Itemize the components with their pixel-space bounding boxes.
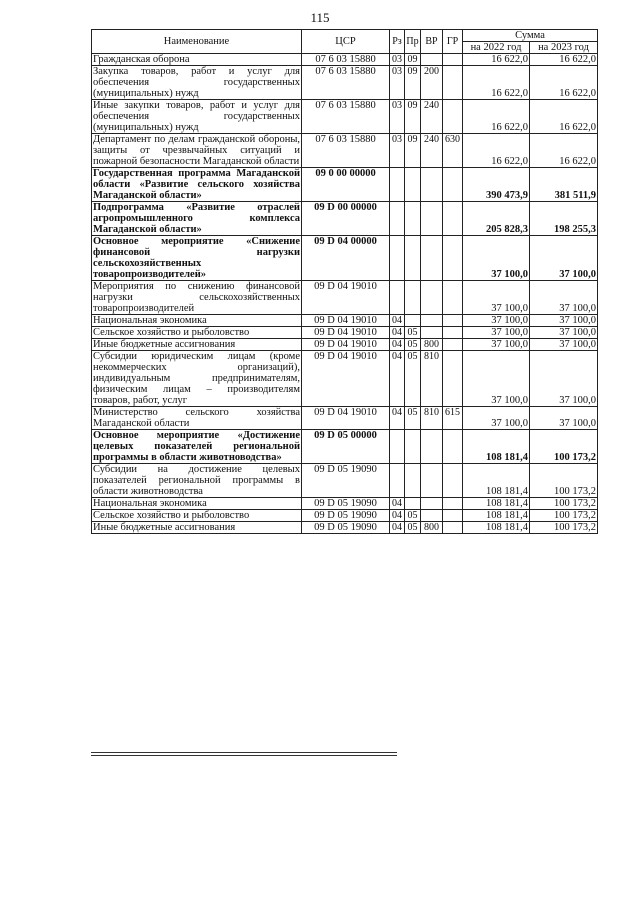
cell-sum-2022: 37 100,0 — [463, 236, 530, 281]
cell-name: Подпрограмма «Развитие отраслей агропромышленного комплекса Магаданской области» — [93, 202, 300, 235]
cell-vr — [421, 430, 443, 464]
header-name: Наименование — [92, 30, 302, 54]
cell-sum-2022: 108 181,4 — [463, 510, 530, 522]
table-body — [92, 54, 598, 534]
cell-sum-2023: 16 622,0 — [530, 54, 598, 66]
cell-pr — [405, 315, 421, 327]
cell-pr — [405, 168, 421, 202]
cell-sum-2023: 37 100,0 — [530, 339, 598, 351]
cell-sum-2022: 108 181,4 — [463, 464, 530, 498]
table-row — [92, 498, 598, 510]
cell-csr: 09 D 00 00000 — [302, 202, 390, 236]
header-gr: ГР — [443, 30, 463, 54]
cell-sum-2023: 16 622,0 — [530, 100, 598, 134]
budget-table — [91, 29, 598, 534]
cell-name: Сельское хозяйство и рыболовство — [92, 510, 302, 522]
cell-rz: 03 — [390, 100, 405, 134]
table-row — [92, 351, 598, 407]
cell-pr: 05 — [405, 327, 421, 339]
table-row — [92, 202, 598, 236]
cell-pr: 05 — [405, 522, 421, 534]
cell-pr — [405, 202, 421, 236]
cell-sum-2023: 100 173,2 — [530, 498, 598, 510]
cell-rz — [390, 281, 405, 315]
cell-pr — [405, 430, 421, 464]
cell-gr — [443, 100, 463, 134]
table-row — [92, 339, 598, 351]
cell-vr — [421, 168, 443, 202]
cell-vr — [421, 510, 443, 522]
cell-csr: 09 D 04 19010 — [302, 327, 390, 339]
cell-sum-2023: 37 100,0 — [530, 281, 598, 315]
table-row — [92, 134, 598, 168]
cell-name: Национальная экономика — [92, 315, 302, 327]
cell-name: Мероприятия по снижению финансовой нагрузки сельскохозяйственных товаропроизводителей — [93, 281, 300, 314]
cell-sum-2023: 198 255,3 — [530, 202, 598, 236]
cell-sum-2023: 100 173,2 — [530, 510, 598, 522]
cell-gr — [443, 281, 463, 315]
table-row — [92, 281, 598, 315]
table-row — [92, 54, 598, 66]
cell-vr: 240 — [421, 134, 443, 168]
cell-name: Иные закупки товаров, работ и услуг для обеспечения государственных (муниципальных) нужд — [93, 100, 300, 133]
cell-pr: 05 — [405, 510, 421, 522]
cell-vr — [421, 315, 443, 327]
table-row — [92, 315, 598, 327]
cell-sum-2022: 108 181,4 — [463, 498, 530, 510]
cell-name: Основное мероприятие «Достижение целевых показателей региональной программы в области животноводства» — [93, 430, 300, 463]
cell-sum-2022: 205 828,3 — [463, 202, 530, 236]
cell-pr: 09 — [405, 100, 421, 134]
cell-csr: 09 D 05 19090 — [302, 498, 390, 510]
cell-gr — [443, 351, 463, 407]
cell-gr — [443, 498, 463, 510]
cell-pr — [405, 281, 421, 315]
table-row — [92, 66, 598, 100]
header-csr: ЦСР — [302, 30, 390, 54]
cell-vr — [421, 236, 443, 281]
cell-sum-2023: 100 173,2 — [530, 522, 598, 534]
cell-rz — [390, 464, 405, 498]
cell-sum-2022: 37 100,0 — [463, 281, 530, 315]
cell-gr — [443, 236, 463, 281]
cell-pr: 05 — [405, 339, 421, 351]
cell-csr: 09 D 04 00000 — [302, 236, 390, 281]
cell-rz: 03 — [390, 54, 405, 66]
cell-pr: 09 — [405, 54, 421, 66]
cell-sum-2022: 108 181,4 — [463, 430, 530, 464]
cell-rz: 04 — [390, 407, 405, 430]
cell-vr: 810 — [421, 351, 443, 407]
cell-rz: 04 — [390, 327, 405, 339]
cell-sum-2023: 100 173,2 — [530, 430, 598, 464]
cell-sum-2023: 37 100,0 — [530, 407, 598, 430]
cell-gr — [443, 66, 463, 100]
cell-vr: 810 — [421, 407, 443, 430]
cell-rz — [390, 236, 405, 281]
cell-gr — [443, 202, 463, 236]
cell-gr — [443, 522, 463, 534]
cell-csr: 09 D 04 19010 — [302, 351, 390, 407]
cell-pr — [405, 498, 421, 510]
cell-vr: 800 — [421, 339, 443, 351]
table-row — [92, 407, 598, 430]
cell-name: Закупка товаров, работ и услуг для обеспечения государственных (муниципальных) нужд — [93, 66, 300, 99]
cell-gr — [443, 315, 463, 327]
header-pr: Пр — [405, 30, 421, 54]
cell-sum-2022: 37 100,0 — [463, 407, 530, 430]
header-year-2022: на 2022 год — [463, 42, 530, 54]
cell-name: Иные бюджетные ассигнования — [92, 339, 302, 351]
cell-csr: 07 6 03 15880 — [302, 100, 390, 134]
cell-vr — [421, 202, 443, 236]
cell-vr — [421, 281, 443, 315]
footnote-separator-second — [91, 755, 397, 756]
cell-pr: 09 — [405, 134, 421, 168]
cell-csr: 09 D 05 19090 — [302, 522, 390, 534]
cell-name: Государственная программа Магаданской области «Развитие сельского хозяйства Магаданской области» — [93, 168, 300, 201]
table-row — [92, 522, 598, 534]
header-year-2023: на 2023 год — [530, 42, 598, 54]
cell-sum-2023: 37 100,0 — [530, 351, 598, 407]
cell-sum-2023: 381 511,9 — [530, 168, 598, 202]
cell-rz: 04 — [390, 339, 405, 351]
cell-sum-2022: 37 100,0 — [463, 327, 530, 339]
cell-name: Гражданская оборона — [92, 54, 302, 66]
cell-sum-2023: 37 100,0 — [530, 327, 598, 339]
cell-csr: 09 0 00 00000 — [302, 168, 390, 202]
cell-pr — [405, 236, 421, 281]
cell-sum-2022: 16 622,0 — [463, 66, 530, 100]
cell-sum-2022: 16 622,0 — [463, 100, 530, 134]
cell-gr — [443, 510, 463, 522]
cell-sum-2022: 108 181,4 — [463, 522, 530, 534]
table-row — [92, 168, 598, 202]
cell-vr: 800 — [421, 522, 443, 534]
table-row — [92, 327, 598, 339]
cell-name: Субсидии на достижение целевых показателей региональной программы в области животноводства — [93, 464, 300, 497]
cell-name: Национальная экономика — [92, 498, 302, 510]
footnote-separator — [91, 752, 397, 753]
cell-vr — [421, 54, 443, 66]
cell-rz: 04 — [390, 498, 405, 510]
cell-name: Департамент по делам гражданской обороны, защиты от чрезвычайных ситуаций и пожарной безопасности Магаданской области — [93, 134, 300, 167]
cell-sum-2023: 16 622,0 — [530, 66, 598, 100]
cell-rz — [390, 168, 405, 202]
header-rz: Рз — [390, 30, 405, 54]
header-row — [92, 30, 598, 42]
cell-name: Иные бюджетные ассигнования — [92, 522, 302, 534]
header-vr: ВР — [421, 30, 443, 54]
cell-csr: 09 D 04 19010 — [302, 407, 390, 430]
cell-csr: 09 D 04 19010 — [302, 281, 390, 315]
cell-rz: 04 — [390, 315, 405, 327]
cell-name: Министерство сельского хозяйства Магаданской области — [93, 407, 300, 429]
cell-vr — [421, 464, 443, 498]
cell-gr — [443, 54, 463, 66]
cell-csr: 07 6 03 15880 — [302, 66, 390, 100]
cell-gr — [443, 327, 463, 339]
table-row — [92, 100, 598, 134]
cell-csr: 09 D 05 00000 — [302, 430, 390, 464]
cell-sum-2023: 37 100,0 — [530, 236, 598, 281]
cell-gr: 630 — [443, 134, 463, 168]
cell-sum-2022: 37 100,0 — [463, 339, 530, 351]
header-sum: Сумма — [463, 30, 598, 42]
cell-rz: 03 — [390, 66, 405, 100]
cell-vr: 200 — [421, 66, 443, 100]
cell-rz: 04 — [390, 522, 405, 534]
table-row — [92, 510, 598, 522]
cell-sum-2023: 37 100,0 — [530, 315, 598, 327]
cell-vr: 240 — [421, 100, 443, 134]
cell-sum-2022: 390 473,9 — [463, 168, 530, 202]
cell-sum-2022: 37 100,0 — [463, 351, 530, 407]
cell-vr — [421, 327, 443, 339]
cell-rz: 04 — [390, 351, 405, 407]
cell-pr — [405, 464, 421, 498]
cell-sum-2023: 16 622,0 — [530, 134, 598, 168]
cell-name: Основное мероприятие «Снижение финансовой нагрузки сельскохозяйственных товаропроизводителей» — [93, 236, 300, 280]
cell-pr: 05 — [405, 407, 421, 430]
page-number: 115 — [310, 10, 330, 25]
cell-sum-2023: 100 173,2 — [530, 464, 598, 498]
cell-sum-2022: 16 622,0 — [463, 54, 530, 66]
cell-vr — [421, 498, 443, 510]
table-row — [92, 464, 598, 498]
cell-sum-2022: 37 100,0 — [463, 315, 530, 327]
cell-pr: 09 — [405, 66, 421, 100]
cell-rz: 03 — [390, 134, 405, 168]
cell-csr: 07 6 03 15880 — [302, 134, 390, 168]
cell-gr — [443, 464, 463, 498]
cell-gr — [443, 339, 463, 351]
cell-name: Сельское хозяйство и рыболовство — [92, 327, 302, 339]
cell-rz — [390, 430, 405, 464]
cell-gr: 615 — [443, 407, 463, 430]
cell-csr: 09 D 04 19010 — [302, 315, 390, 327]
cell-csr: 07 6 03 15880 — [302, 54, 390, 66]
cell-rz: 04 — [390, 510, 405, 522]
cell-sum-2022: 16 622,0 — [463, 134, 530, 168]
cell-gr — [443, 430, 463, 464]
cell-name: Субсидии юридическим лицам (кроме некоммерческих организаций), индивидуальным предпринимателям, физическим лицам – производителям товаров, работ, услуг — [93, 351, 300, 406]
cell-csr: 09 D 05 19090 — [302, 464, 390, 498]
cell-rz — [390, 202, 405, 236]
cell-pr: 05 — [405, 351, 421, 407]
cell-csr: 09 D 05 19090 — [302, 510, 390, 522]
cell-gr — [443, 168, 463, 202]
table-row — [92, 236, 598, 281]
table-row — [92, 430, 598, 464]
cell-csr: 09 D 04 19010 — [302, 339, 390, 351]
